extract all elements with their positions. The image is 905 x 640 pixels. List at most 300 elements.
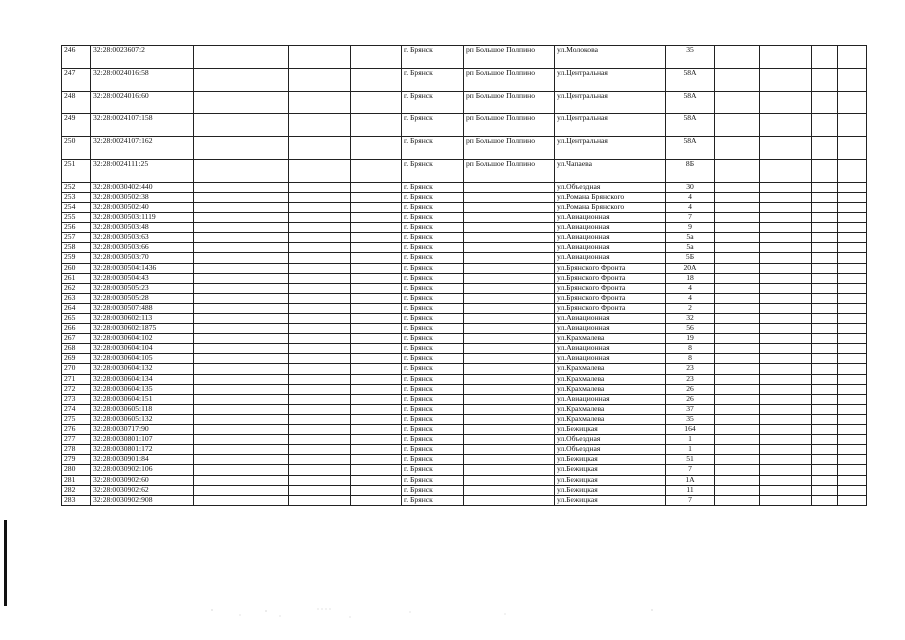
cadastral-number: 32:28:0030901:84: [91, 455, 194, 465]
settlement-cell: [464, 314, 555, 324]
empty-cell: [838, 303, 867, 313]
row-number: 283: [62, 495, 91, 505]
empty-cell: [351, 303, 402, 313]
table-row: [62, 223, 867, 233]
empty-cell: [715, 91, 760, 114]
empty-cell: [812, 445, 838, 455]
empty-cell: [812, 384, 838, 394]
street-cell: ул.Крахмалева: [555, 374, 666, 384]
table-row: [62, 159, 867, 182]
cadastral-number: 32:28:0030604:105: [91, 354, 194, 364]
empty-cell: [194, 192, 289, 202]
house-number-cell: 26: [666, 384, 715, 394]
empty-cell: [760, 334, 812, 344]
empty-cell: [351, 394, 402, 404]
empty-cell: [838, 159, 867, 182]
empty-cell: [194, 475, 289, 485]
cadastral-number: 32:28:0030605:118: [91, 404, 194, 414]
house-number-cell: 32: [666, 314, 715, 324]
row-number: 269: [62, 354, 91, 364]
empty-cell: [289, 293, 351, 303]
empty-cell: [760, 137, 812, 160]
settlement-cell: [464, 283, 555, 293]
empty-cell: [812, 283, 838, 293]
street-cell: ул.Бежицкая: [555, 425, 666, 435]
settlement-cell: рп Большое Полпино: [464, 46, 555, 69]
table-row: [62, 364, 867, 374]
settlement-cell: [464, 425, 555, 435]
cadastral-number: 32:28:0030503:66: [91, 243, 194, 253]
empty-cell: [812, 394, 838, 404]
settlement-cell: [464, 384, 555, 394]
cadastral-number: 32:28:0030503:1119: [91, 213, 194, 223]
settlement-cell: [464, 243, 555, 253]
empty-cell: [351, 273, 402, 283]
empty-cell: [194, 364, 289, 374]
city-cell: г. Брянск: [402, 404, 464, 414]
city-cell: г. Брянск: [402, 263, 464, 273]
city-cell: г. Брянск: [402, 273, 464, 283]
empty-cell: [351, 223, 402, 233]
empty-cell: [351, 374, 402, 384]
empty-cell: [351, 425, 402, 435]
empty-cell: [812, 314, 838, 324]
empty-cell: [351, 455, 402, 465]
empty-cell: [838, 414, 867, 424]
empty-cell: [194, 374, 289, 384]
empty-cell: [289, 344, 351, 354]
row-number: 257: [62, 233, 91, 243]
empty-cell: [760, 384, 812, 394]
empty-cell: [760, 273, 812, 283]
cadastral-number: 32:28:0023607:2: [91, 46, 194, 69]
empty-cell: [838, 253, 867, 263]
row-number: 280: [62, 465, 91, 475]
empty-cell: [812, 485, 838, 495]
house-number-cell: 5а: [666, 233, 715, 243]
street-cell: ул.Бежицкая: [555, 485, 666, 495]
empty-cell: [838, 354, 867, 364]
empty-cell: [812, 91, 838, 114]
empty-cell: [838, 485, 867, 495]
empty-cell: [760, 159, 812, 182]
empty-cell: [289, 425, 351, 435]
street-cell: ул.Авиационная: [555, 213, 666, 223]
empty-cell: [760, 46, 812, 69]
empty-cell: [715, 192, 760, 202]
street-cell: ул.Центральная: [555, 114, 666, 137]
row-number: 272: [62, 384, 91, 394]
empty-cell: [289, 314, 351, 324]
empty-cell: [289, 159, 351, 182]
settlement-cell: [464, 273, 555, 283]
empty-cell: [715, 485, 760, 495]
street-cell: ул.Брянского Фронта: [555, 273, 666, 283]
row-number: 254: [62, 202, 91, 212]
street-cell: ул.Объездная: [555, 435, 666, 445]
city-cell: г. Брянск: [402, 46, 464, 69]
row-number: 266: [62, 324, 91, 334]
street-cell: ул.Бежицкая: [555, 495, 666, 505]
empty-cell: [194, 213, 289, 223]
empty-cell: [812, 114, 838, 137]
city-cell: г. Брянск: [402, 485, 464, 495]
house-number-cell: 1А: [666, 475, 715, 485]
empty-cell: [812, 364, 838, 374]
empty-cell: [351, 243, 402, 253]
settlement-cell: [464, 324, 555, 334]
table-row: [62, 435, 867, 445]
empty-cell: [812, 435, 838, 445]
empty-cell: [351, 364, 402, 374]
empty-cell: [760, 202, 812, 212]
empty-cell: [715, 182, 760, 192]
cadastral-number: 32:28:0030504:1436: [91, 263, 194, 273]
table-row: [62, 394, 867, 404]
empty-cell: [715, 114, 760, 137]
settlement-cell: [464, 344, 555, 354]
empty-cell: [351, 283, 402, 293]
empty-cell: [715, 137, 760, 160]
house-number-cell: 19: [666, 334, 715, 344]
cadastral-number: 32:28:0030902:60: [91, 475, 194, 485]
empty-cell: [289, 404, 351, 414]
cadastral-number: 32:28:0030604:134: [91, 374, 194, 384]
empty-cell: [194, 445, 289, 455]
cadastral-number: 32:28:0030503:70: [91, 253, 194, 263]
empty-cell: [838, 137, 867, 160]
empty-cell: [838, 182, 867, 192]
house-number-cell: 1: [666, 435, 715, 445]
street-cell: ул.Объездная: [555, 182, 666, 192]
empty-cell: [715, 445, 760, 455]
empty-cell: [812, 455, 838, 465]
city-cell: г. Брянск: [402, 213, 464, 223]
house-number-cell: 2: [666, 303, 715, 313]
empty-cell: [760, 425, 812, 435]
empty-cell: [351, 354, 402, 364]
street-cell: ул.Центральная: [555, 68, 666, 91]
empty-cell: [715, 283, 760, 293]
empty-cell: [194, 263, 289, 273]
empty-cell: [289, 192, 351, 202]
street-cell: ул.Крахмалева: [555, 334, 666, 344]
street-cell: ул.Авиационная: [555, 314, 666, 324]
empty-cell: [838, 68, 867, 91]
empty-cell: [812, 425, 838, 435]
house-number-cell: 58А: [666, 91, 715, 114]
empty-cell: [289, 475, 351, 485]
street-cell: ул.Романа Брянского: [555, 202, 666, 212]
empty-cell: [715, 303, 760, 313]
table-row: [62, 243, 867, 253]
empty-cell: [760, 394, 812, 404]
empty-cell: [194, 303, 289, 313]
empty-cell: [838, 374, 867, 384]
street-cell: ул.Центральная: [555, 91, 666, 114]
city-cell: г. Брянск: [402, 334, 464, 344]
empty-cell: [760, 192, 812, 202]
empty-cell: [715, 344, 760, 354]
empty-cell: [715, 495, 760, 505]
settlement-cell: рп Большое Полпино: [464, 114, 555, 137]
cadastral-number: 32:28:0024016:58: [91, 68, 194, 91]
empty-cell: [715, 455, 760, 465]
empty-cell: [838, 495, 867, 505]
empty-cell: [838, 192, 867, 202]
empty-cell: [194, 334, 289, 344]
empty-cell: [812, 253, 838, 263]
empty-cell: [812, 293, 838, 303]
city-cell: г. Брянск: [402, 159, 464, 182]
street-cell: ул.Авиационная: [555, 354, 666, 364]
empty-cell: [351, 159, 402, 182]
empty-cell: [715, 159, 760, 182]
empty-cell: [760, 404, 812, 414]
empty-cell: [351, 495, 402, 505]
empty-cell: [289, 233, 351, 243]
empty-cell: [812, 223, 838, 233]
street-cell: ул.Брянского Фронта: [555, 293, 666, 303]
settlement-cell: [464, 192, 555, 202]
empty-cell: [351, 213, 402, 223]
street-cell: ул.Чапаева: [555, 159, 666, 182]
empty-cell: [289, 68, 351, 91]
row-number: 273: [62, 394, 91, 404]
row-number: 277: [62, 435, 91, 445]
city-cell: г. Брянск: [402, 374, 464, 384]
empty-cell: [760, 182, 812, 192]
empty-cell: [194, 404, 289, 414]
empty-cell: [715, 384, 760, 394]
empty-cell: [838, 334, 867, 344]
city-cell: г. Брянск: [402, 364, 464, 374]
street-cell: ул.Крахмалева: [555, 414, 666, 424]
settlement-cell: [464, 303, 555, 313]
cadastral-number: 32:28:0030902:106: [91, 465, 194, 475]
empty-cell: [838, 425, 867, 435]
street-cell: ул.Крахмалева: [555, 404, 666, 414]
empty-cell: [715, 435, 760, 445]
house-number-cell: 58А: [666, 114, 715, 137]
empty-cell: [289, 435, 351, 445]
cadastral-number: 32:28:0030717:90: [91, 425, 194, 435]
empty-cell: [194, 414, 289, 424]
house-number-cell: 23: [666, 364, 715, 374]
row-number: 271: [62, 374, 91, 384]
settlement-cell: [464, 414, 555, 424]
row-number: 261: [62, 273, 91, 283]
empty-cell: [838, 273, 867, 283]
empty-cell: [812, 263, 838, 273]
city-cell: г. Брянск: [402, 354, 464, 364]
empty-cell: [838, 394, 867, 404]
city-cell: г. Брянск: [402, 314, 464, 324]
empty-cell: [715, 425, 760, 435]
empty-cell: [838, 293, 867, 303]
empty-cell: [812, 137, 838, 160]
empty-cell: [289, 334, 351, 344]
cadastral-number: 32:28:0030507:488: [91, 303, 194, 313]
city-cell: г. Брянск: [402, 91, 464, 114]
empty-cell: [838, 344, 867, 354]
house-number-cell: 4: [666, 293, 715, 303]
empty-cell: [194, 485, 289, 495]
empty-cell: [194, 455, 289, 465]
empty-cell: [289, 384, 351, 394]
row-number: 276: [62, 425, 91, 435]
row-number: 267: [62, 334, 91, 344]
empty-cell: [715, 68, 760, 91]
street-cell: ул.Бежицкая: [555, 455, 666, 465]
row-number: 275: [62, 414, 91, 424]
empty-cell: [760, 114, 812, 137]
house-number-cell: 23: [666, 374, 715, 384]
settlement-cell: [464, 293, 555, 303]
empty-cell: [351, 435, 402, 445]
table-row: [62, 445, 867, 455]
empty-cell: [351, 182, 402, 192]
house-number-cell: 51: [666, 455, 715, 465]
empty-cell: [838, 213, 867, 223]
settlement-cell: [464, 354, 555, 364]
settlement-cell: [464, 233, 555, 243]
empty-cell: [194, 273, 289, 283]
house-number-cell: 9: [666, 223, 715, 233]
empty-cell: [838, 445, 867, 455]
city-cell: г. Брянск: [402, 445, 464, 455]
empty-cell: [838, 263, 867, 273]
cadastral-number: 32:28:0030602:113: [91, 314, 194, 324]
empty-cell: [760, 344, 812, 354]
empty-cell: [760, 455, 812, 465]
street-cell: ул.Авиационная: [555, 243, 666, 253]
empty-cell: [715, 213, 760, 223]
empty-cell: [760, 495, 812, 505]
row-number: 263: [62, 293, 91, 303]
empty-cell: [812, 344, 838, 354]
cadastral-number: 32:28:0024016:60: [91, 91, 194, 114]
cadastral-number: 32:28:0030402:440: [91, 182, 194, 192]
table-row: [62, 455, 867, 465]
empty-cell: [715, 202, 760, 212]
house-number-cell: 8: [666, 344, 715, 354]
empty-cell: [812, 414, 838, 424]
empty-cell: [351, 334, 402, 344]
row-number: 270: [62, 364, 91, 374]
row-number: 282: [62, 485, 91, 495]
settlement-cell: рп Большое Полпино: [464, 137, 555, 160]
empty-cell: [715, 243, 760, 253]
settlement-cell: [464, 445, 555, 455]
scan-noise: [200, 606, 680, 620]
row-number: 248: [62, 91, 91, 114]
empty-cell: [194, 223, 289, 233]
empty-cell: [838, 465, 867, 475]
cadastral-number: 32:28:0024111:25: [91, 159, 194, 182]
empty-cell: [715, 314, 760, 324]
empty-cell: [289, 465, 351, 475]
empty-cell: [289, 273, 351, 283]
house-number-cell: 20А: [666, 263, 715, 273]
empty-cell: [812, 495, 838, 505]
empty-cell: [838, 202, 867, 212]
table-row: [62, 114, 867, 137]
table-row: [62, 314, 867, 324]
city-cell: г. Брянск: [402, 182, 464, 192]
empty-cell: [351, 404, 402, 414]
empty-cell: [760, 293, 812, 303]
empty-cell: [351, 202, 402, 212]
house-number-cell: 37: [666, 404, 715, 414]
empty-cell: [194, 465, 289, 475]
empty-cell: [838, 314, 867, 324]
city-cell: г. Брянск: [402, 137, 464, 160]
settlement-cell: [464, 394, 555, 404]
cadastral-number: 32:28:0024107:162: [91, 137, 194, 160]
house-number-cell: 5Б: [666, 253, 715, 263]
empty-cell: [812, 475, 838, 485]
empty-cell: [812, 374, 838, 384]
empty-cell: [715, 233, 760, 243]
empty-cell: [812, 324, 838, 334]
empty-cell: [194, 182, 289, 192]
settlement-cell: [464, 374, 555, 384]
cadastral-number: 32:28:0030605:132: [91, 414, 194, 424]
table-row: [62, 485, 867, 495]
settlement-cell: рп Большое Полпино: [464, 68, 555, 91]
cadastral-number: 32:28:0030801:107: [91, 435, 194, 445]
cadastral-number: 32:28:0030604:135: [91, 384, 194, 394]
street-cell: ул.Крахмалева: [555, 364, 666, 374]
empty-cell: [351, 91, 402, 114]
table-row: [62, 253, 867, 263]
street-cell: ул.Авиационная: [555, 233, 666, 243]
house-number-cell: 7: [666, 213, 715, 223]
empty-cell: [289, 202, 351, 212]
row-number: 260: [62, 263, 91, 273]
street-cell: ул.Брянского Фронта: [555, 303, 666, 313]
cadastral-number: 32:28:0030602:1875: [91, 324, 194, 334]
table-row: [62, 303, 867, 313]
city-cell: г. Брянск: [402, 253, 464, 263]
empty-cell: [812, 334, 838, 344]
empty-cell: [289, 354, 351, 364]
empty-cell: [812, 233, 838, 243]
city-cell: г. Брянск: [402, 344, 464, 354]
street-cell: ул.Бежицкая: [555, 475, 666, 485]
house-number-cell: 7: [666, 465, 715, 475]
row-number: 268: [62, 344, 91, 354]
settlement-cell: [464, 465, 555, 475]
table-row: [62, 475, 867, 485]
empty-cell: [194, 68, 289, 91]
empty-cell: [351, 263, 402, 273]
house-number-cell: 4: [666, 192, 715, 202]
row-number: 259: [62, 253, 91, 263]
house-number-cell: 30: [666, 182, 715, 192]
cadastral-number: 32:28:0024107:158: [91, 114, 194, 137]
empty-cell: [351, 475, 402, 485]
settlement-cell: [464, 435, 555, 445]
street-cell: ул.Авиационная: [555, 394, 666, 404]
table-row: [62, 202, 867, 212]
cadastral-number: 32:28:0030801:172: [91, 445, 194, 455]
settlement-cell: [464, 202, 555, 212]
house-number-cell: 4: [666, 283, 715, 293]
city-cell: г. Брянск: [402, 192, 464, 202]
table-row: [62, 273, 867, 283]
